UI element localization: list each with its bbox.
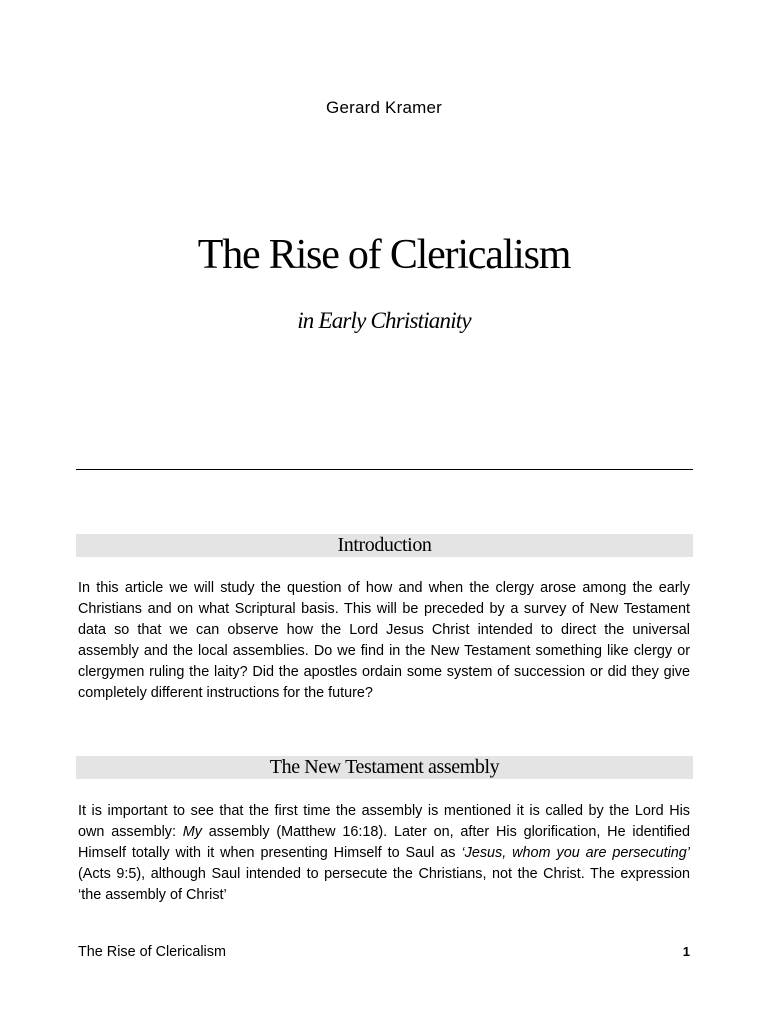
page-number: 1 <box>682 944 690 959</box>
paragraph-text-part-2: assembly (Matthew 16:18). Later on, after His glorification, He identified Himself totally with it when presenting Himself to Saul as <box>78 824 690 861</box>
document-title: The Rise of Clericalism <box>197 232 571 278</box>
author-name: Gerard Kramer <box>326 98 442 117</box>
paragraph-emphasis-my: My <box>182 824 202 840</box>
document-subtitle: in Early Christianity <box>297 308 471 333</box>
horizontal-rule <box>76 469 693 470</box>
introduction-paragraph: In this article we will study the question of how and when the clergy arose among the early Christians and on what Scriptural basis. This will be preceded by a survey of New Testament data so that we can observe how the Lord Jesus Christ intended to direct the universal assembly and the local assemblies. Do we find in the New Testament something like clergy or clergymen ruling the laity? Did the apostles ordain some system of succession or did they give completely different instructions for the future? <box>78 580 690 701</box>
paragraph-text-part-1: It is important to see that the first time the assembly is mentioned it is called by the Lord His own assembly: <box>78 803 690 840</box>
new-testament-assembly-paragraph <box>78 801 690 906</box>
section-heading-introduction: Introduction <box>76 534 693 557</box>
footer-running-title: The Rise of Clericalism <box>78 944 226 960</box>
paragraph-emphasis-quote: ‘Jesus, whom you are persecuting’ <box>461 845 690 861</box>
section-heading-new-testament-assembly: The New Testament assembly <box>76 756 693 779</box>
paragraph-text-part-3: (Acts 9:5), although Saul intended to persecute the Christians, not the Christ. The expression ‘the assembly of Christ’ <box>78 866 690 903</box>
